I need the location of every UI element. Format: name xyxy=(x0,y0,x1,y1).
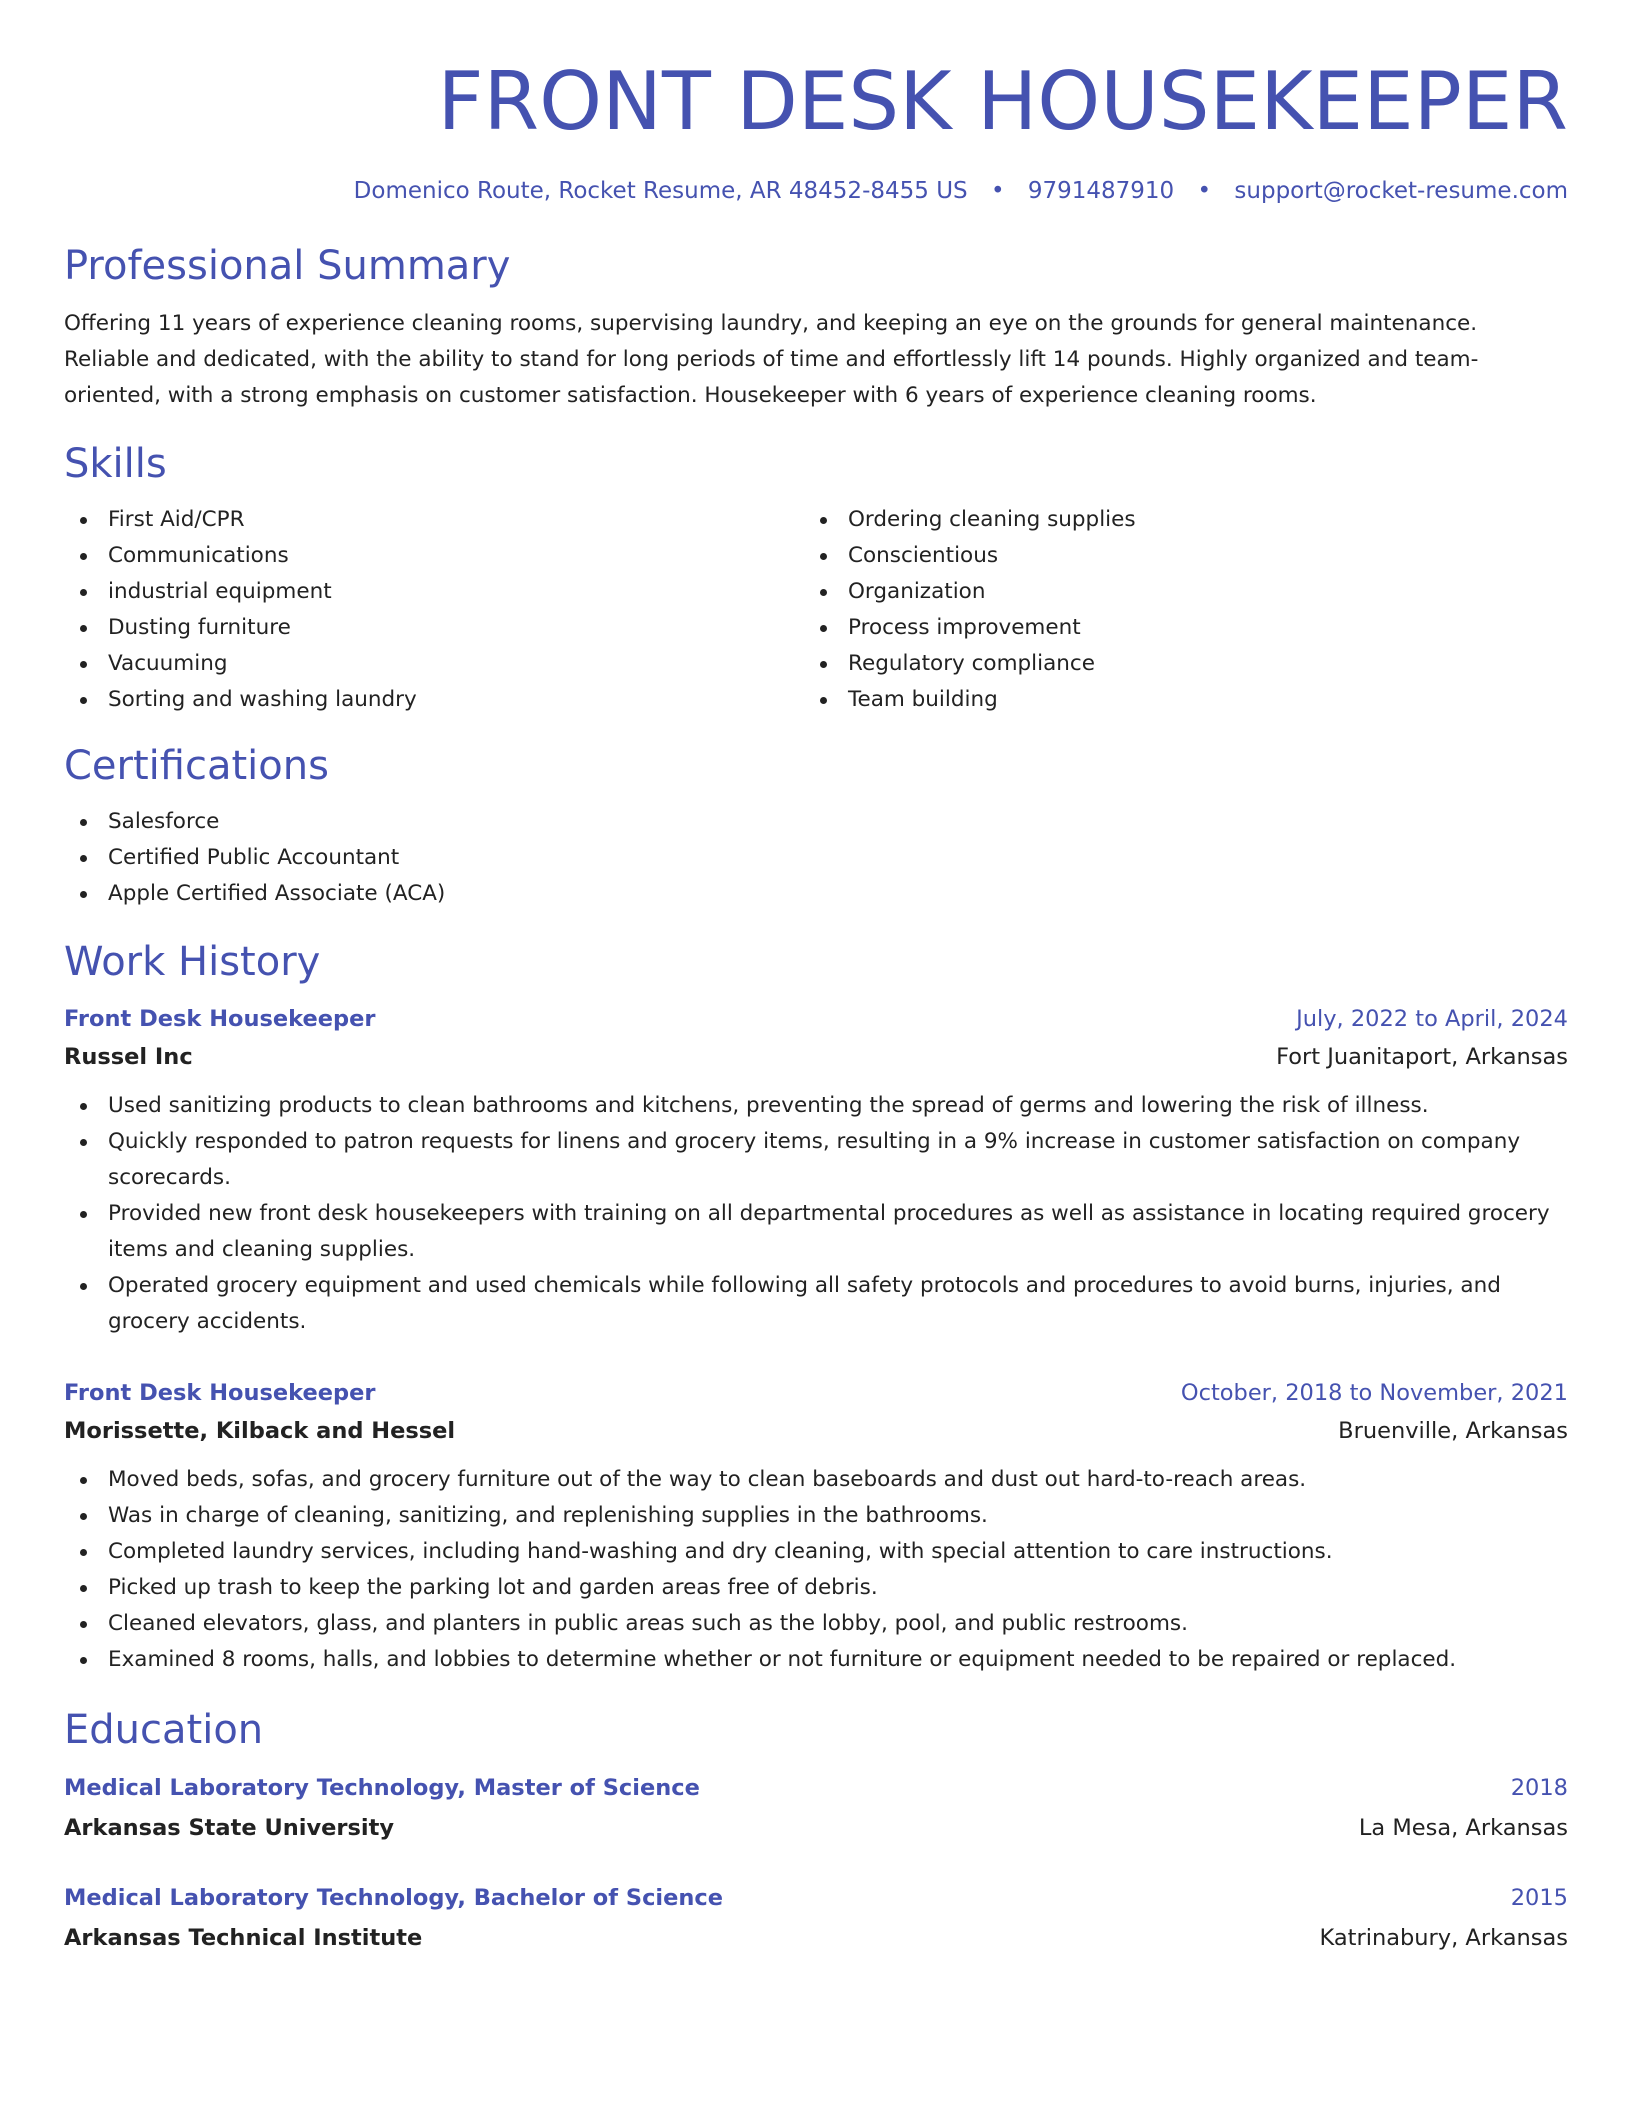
job-company: Morissette, Kilback and Hessel xyxy=(64,1418,456,1444)
section-heading: Work History xyxy=(64,939,321,985)
contact-email: support@rocket-resume.com xyxy=(1234,178,1568,204)
education-school: Arkansas State University xyxy=(64,1815,395,1841)
job-bullet: Quickly responded to patron requests for linens and grocery items, resulting in a 9% increase in customer satisfaction on company scorecards. xyxy=(64,1124,1568,1196)
education-school-row xyxy=(64,1918,1568,1958)
skills-grid xyxy=(64,502,1568,718)
skill-item: Dusting furniture xyxy=(64,610,804,646)
education-location: Katrinabury, Arkansas xyxy=(1319,1925,1568,1951)
job-company-row xyxy=(64,1412,1568,1450)
job-bullets xyxy=(64,1088,1568,1340)
job-entry xyxy=(64,1000,1568,1340)
education-location: La Mesa, Arkansas xyxy=(1358,1815,1568,1841)
job-company-row xyxy=(64,1038,1568,1076)
job-bullet: Operated grocery equipment and used chemicals while following all safety protocols and procedures to avoid burns, injuries, and grocery accidents. xyxy=(64,1268,1568,1340)
job-bullet: Completed laundry services, including hand-washing and dry cleaning, with special attention to care instructions. xyxy=(64,1534,1568,1570)
job-title-row xyxy=(64,1374,1568,1412)
contact-address: Domenico Route, Rocket Resume, AR 48452-8455 US xyxy=(353,178,968,204)
job-location: Bruenville, Arkansas xyxy=(1338,1418,1568,1444)
job-bullet: Moved beds, sofas, and grocery furniture out of the way to clean baseboards and dust out hard-to-reach areas. xyxy=(64,1462,1568,1498)
job-bullet: Was in charge of cleaning, sanitizing, and replenishing supplies in the bathrooms. xyxy=(64,1498,1568,1534)
job-bullet: Used sanitizing products to clean bathrooms and kitchens, preventing the spread of germs and lowering the risk of illness. xyxy=(64,1088,1568,1124)
work-history-section xyxy=(64,938,1568,1678)
professional-summary-section xyxy=(64,242,1568,414)
skill-item: Team building xyxy=(804,682,1544,718)
job-bullet: Examined 8 rooms, halls, and lobbies to determine whether or not furniture or equipment needed to be repaired or replaced. xyxy=(64,1642,1568,1678)
skill-item: Process improvement xyxy=(804,610,1544,646)
skills-column-right xyxy=(804,502,1544,718)
certifications-section xyxy=(64,742,1568,912)
summary-text: Offering 11 years of experience cleaning rooms, supervising laundry, and keeping an eye on the grounds for general maintenance. Reliable and dedicated, with the ability to stand for long periods of time and effortlessly lift 14 pounds. Highly organized and team-oriented, with a strong emphasis on customer satisfaction. Housekeeper with 6 years of experience cleaning rooms. xyxy=(64,311,1479,408)
job-bullet: Picked up trash to keep the parking lot and garden areas free of debris. xyxy=(64,1570,1568,1606)
skill-item: Sorting and washing laundry xyxy=(64,682,804,718)
contact-separator: • xyxy=(1197,178,1212,204)
job-location: Fort Juanitaport, Arkansas xyxy=(1276,1044,1568,1070)
skill-item: Conscientious xyxy=(804,538,1544,574)
skills-column-left xyxy=(64,502,804,718)
education-degree-row xyxy=(64,1768,1568,1808)
certification-item: Salesforce xyxy=(64,804,1568,840)
certification-item: Apple Certified Associate (ACA) xyxy=(64,876,1568,912)
skill-item: Organization xyxy=(804,574,1544,610)
section-heading: Certifications xyxy=(64,743,329,789)
education-degree-row xyxy=(64,1878,1568,1918)
job-dates: July, 2022 to April, 2024 xyxy=(1296,1006,1568,1032)
job-bullet: Provided new front desk housekeepers with training on all departmental procedures as well as assistance in locating required grocery items and cleaning supplies. xyxy=(64,1196,1568,1268)
section-heading: Skills xyxy=(64,441,167,487)
contact-line xyxy=(64,176,1568,206)
job-title: Front Desk Housekeeper xyxy=(64,1006,376,1032)
skills-section xyxy=(64,440,1568,718)
section-heading: Professional Summary xyxy=(64,243,511,289)
certification-item: Certified Public Accountant xyxy=(64,840,1568,876)
education-section xyxy=(64,1706,1568,1958)
skill-item: Ordering cleaning supplies xyxy=(804,502,1544,538)
skill-item: industrial equipment xyxy=(64,574,804,610)
job-bullet: Cleaned elevators, glass, and planters in public areas such as the lobby, pool, and public restrooms. xyxy=(64,1606,1568,1642)
education-entry xyxy=(64,1768,1568,1848)
job-company: Russel Inc xyxy=(64,1044,193,1070)
education-school-row xyxy=(64,1808,1568,1848)
contact-separator: • xyxy=(990,178,1005,204)
skill-item: Vacuuming xyxy=(64,646,804,682)
job-dates: October, 2018 to November, 2021 xyxy=(1180,1380,1568,1406)
skill-item: Communications xyxy=(64,538,804,574)
candidate-title: FRONT DESK HOUSEKEEPER xyxy=(437,55,1568,148)
education-school: Arkansas Technical Institute xyxy=(64,1925,423,1951)
job-entry xyxy=(64,1374,1568,1678)
certifications-list xyxy=(64,804,1568,912)
education-degree: Medical Laboratory Technology, Bachelor of Science xyxy=(64,1885,723,1911)
job-title-row xyxy=(64,1000,1568,1038)
skill-item: Regulatory compliance xyxy=(804,646,1544,682)
resume-header xyxy=(64,0,1568,206)
skill-item: First Aid/CPR xyxy=(64,502,804,538)
contact-phone: 9791487910 xyxy=(1027,178,1175,204)
education-degree: Medical Laboratory Technology, Master of Science xyxy=(64,1775,700,1801)
education-entry xyxy=(64,1878,1568,1958)
job-bullets xyxy=(64,1462,1568,1678)
job-title: Front Desk Housekeeper xyxy=(64,1380,376,1406)
education-year: 2015 xyxy=(1510,1885,1568,1911)
education-year: 2018 xyxy=(1510,1775,1568,1801)
section-heading: Education xyxy=(64,1707,264,1753)
